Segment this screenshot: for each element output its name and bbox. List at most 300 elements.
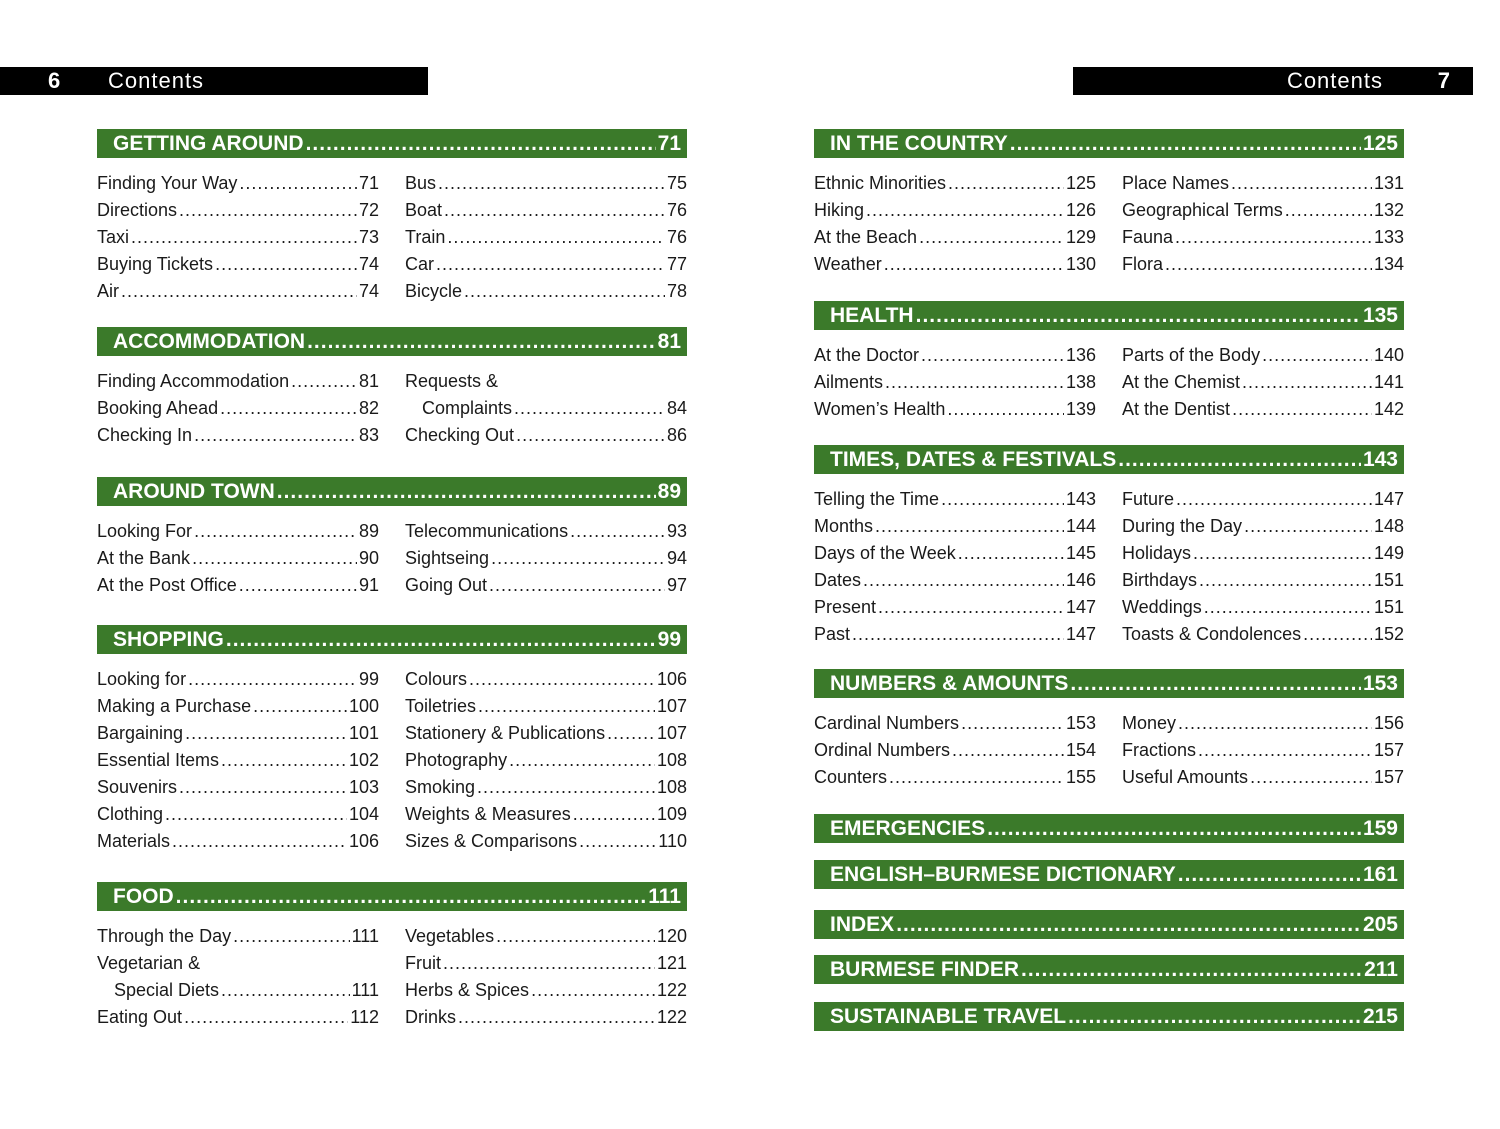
dot-leader bbox=[438, 173, 665, 194]
dot-leader bbox=[165, 804, 347, 825]
section-entries bbox=[97, 923, 687, 1031]
entry-label: Weddings bbox=[1122, 597, 1202, 617]
entry-page-number: 155 bbox=[1065, 767, 1096, 787]
section-title: HEALTH bbox=[830, 303, 914, 327]
entry-label: Ordinal Numbers bbox=[814, 740, 951, 760]
toc-entry[interactable] bbox=[1122, 170, 1404, 197]
entry-page-number: 91 bbox=[358, 575, 379, 595]
section-heading[interactable] bbox=[97, 129, 687, 158]
entry-page-number: 103 bbox=[348, 777, 379, 797]
entry-page-number: 102 bbox=[348, 750, 379, 770]
dot-leader bbox=[884, 254, 1064, 275]
dot-leader bbox=[889, 767, 1064, 788]
entry-label: Months bbox=[814, 516, 874, 536]
entry-page-number: 132 bbox=[1373, 200, 1404, 220]
entry-label: Fractions bbox=[1122, 740, 1197, 760]
section-title: SUSTAINABLE TRAVEL bbox=[830, 1004, 1067, 1028]
toc-entry[interactable] bbox=[1122, 737, 1404, 764]
entry-label: Through the Day bbox=[97, 926, 232, 946]
right-column bbox=[1122, 342, 1404, 423]
dot-leader bbox=[958, 543, 1064, 564]
entry-label: Taxi bbox=[97, 227, 130, 247]
toc-entry[interactable] bbox=[97, 545, 379, 572]
section-page-number: 159 bbox=[1362, 816, 1398, 840]
dot-leader bbox=[491, 548, 665, 569]
entry-page-number: 72 bbox=[358, 200, 379, 220]
entry-page-number: 133 bbox=[1373, 227, 1404, 247]
toc-entry[interactable] bbox=[814, 710, 1096, 737]
entry-page-number: 151 bbox=[1373, 570, 1404, 590]
toc-entry[interactable] bbox=[97, 774, 379, 801]
toc-entry[interactable] bbox=[97, 572, 379, 599]
entry-page-number: 108 bbox=[656, 777, 687, 797]
entry-label: Herbs & Spices bbox=[405, 980, 530, 1000]
dot-leader bbox=[1070, 672, 1361, 696]
entry-label: Hiking bbox=[814, 200, 865, 220]
dot-leader bbox=[875, 516, 1064, 537]
entry-page-number: 129 bbox=[1065, 227, 1096, 247]
dot-leader bbox=[866, 200, 1064, 221]
toc-entry[interactable] bbox=[1122, 197, 1404, 224]
entry-label: Dates bbox=[814, 570, 862, 590]
toc-entry[interactable] bbox=[97, 666, 379, 693]
entry-page-number: 108 bbox=[656, 750, 687, 770]
entry-page-number: 147 bbox=[1373, 489, 1404, 509]
section-page-number: 211 bbox=[1364, 957, 1398, 981]
entry-page-number: 121 bbox=[656, 953, 687, 973]
entry-label: Weights & Measures bbox=[405, 804, 571, 824]
toc-entry[interactable] bbox=[405, 666, 687, 693]
dot-leader bbox=[176, 885, 647, 909]
entry-page-number: 73 bbox=[358, 227, 379, 247]
toc-entry[interactable] bbox=[405, 828, 687, 855]
section-entries bbox=[97, 518, 687, 599]
dot-leader bbox=[226, 628, 656, 652]
entry-label: Stationery & Publications bbox=[405, 723, 606, 743]
entry-label: Past bbox=[814, 624, 851, 644]
dot-leader bbox=[1198, 740, 1372, 761]
toc-entry[interactable] bbox=[97, 518, 379, 545]
dot-leader bbox=[921, 345, 1064, 366]
toc-entry[interactable] bbox=[97, 1004, 379, 1031]
section-heading[interactable] bbox=[814, 301, 1404, 330]
entry-page-number: 122 bbox=[656, 1007, 687, 1027]
section-heading[interactable] bbox=[97, 625, 687, 654]
dot-leader bbox=[570, 521, 665, 542]
dot-leader bbox=[863, 570, 1064, 591]
toc-entry[interactable] bbox=[1122, 342, 1404, 369]
entry-label: Parts of the Body bbox=[1122, 345, 1261, 365]
entry-label: During the Day bbox=[1122, 516, 1243, 536]
section-food bbox=[97, 882, 687, 1031]
toc-entry[interactable] bbox=[405, 950, 687, 977]
toc-entry[interactable] bbox=[1122, 540, 1404, 567]
section-page-number: 99 bbox=[657, 627, 681, 651]
entry-page-number: 81 bbox=[358, 371, 379, 391]
toc-entry[interactable] bbox=[1122, 396, 1404, 423]
dot-leader bbox=[221, 980, 350, 1001]
dot-leader bbox=[1178, 713, 1372, 734]
section-page-number: 161 bbox=[1362, 862, 1398, 886]
entry-page-number: 107 bbox=[656, 696, 687, 716]
section-heading[interactable] bbox=[814, 669, 1404, 698]
entry-page-number: 104 bbox=[348, 804, 379, 824]
section-title: AROUND TOWN bbox=[113, 479, 275, 503]
dot-leader bbox=[852, 624, 1064, 645]
dot-leader bbox=[607, 723, 655, 744]
toc-entry[interactable] bbox=[405, 720, 687, 747]
entry-label: Materials bbox=[97, 831, 171, 851]
entry-page-number: 112 bbox=[350, 1007, 379, 1027]
entry-label: Eating Out bbox=[97, 1007, 183, 1027]
left-column bbox=[814, 710, 1096, 791]
toc-entry[interactable] bbox=[814, 369, 1096, 396]
entry-label: Train bbox=[405, 227, 446, 247]
dot-leader bbox=[194, 425, 357, 446]
dot-leader bbox=[194, 521, 357, 542]
toc-entry[interactable] bbox=[97, 828, 379, 855]
toc-entry[interactable] bbox=[405, 197, 687, 224]
entry-page-number: 131 bbox=[1373, 173, 1404, 193]
toc-entry[interactable] bbox=[405, 170, 687, 197]
entry-label: Geographical Terms bbox=[1122, 200, 1283, 220]
toc-entry[interactable] bbox=[405, 422, 687, 449]
entry-page-number: 83 bbox=[358, 425, 379, 445]
toc-entry[interactable] bbox=[97, 720, 379, 747]
entry-page-number: 90 bbox=[358, 548, 379, 568]
toc-entry[interactable] bbox=[405, 368, 687, 395]
section-title: INDEX bbox=[830, 912, 895, 936]
dot-leader bbox=[878, 597, 1064, 618]
dot-leader bbox=[239, 575, 357, 596]
entry-label: Car bbox=[405, 254, 435, 274]
toc-entry[interactable] bbox=[405, 923, 687, 950]
entry-label: Sizes & Comparisons bbox=[405, 831, 578, 851]
entry-page-number: 122 bbox=[656, 980, 687, 1000]
entry-page-number: 153 bbox=[1065, 713, 1096, 733]
entry-page-number: 151 bbox=[1373, 597, 1404, 617]
toc-entry[interactable] bbox=[814, 737, 1096, 764]
section-burmese-finder bbox=[814, 955, 1404, 984]
entry-page-number: 111 bbox=[351, 980, 379, 1000]
dot-leader bbox=[239, 173, 357, 194]
dot-leader bbox=[987, 817, 1361, 841]
right-column bbox=[1122, 170, 1404, 278]
toc-entry[interactable] bbox=[97, 170, 379, 197]
section-accommodation bbox=[97, 327, 687, 449]
entry-label: Future bbox=[1122, 489, 1175, 509]
entry-page-number: 86 bbox=[666, 425, 687, 445]
entry-label: Requests & bbox=[405, 371, 499, 391]
entry-label: Days of the Week bbox=[814, 543, 956, 563]
dot-leader bbox=[291, 371, 357, 392]
dot-leader bbox=[948, 173, 1064, 194]
dot-leader bbox=[514, 398, 665, 419]
right-column bbox=[1122, 486, 1404, 648]
toc-entry[interactable] bbox=[405, 395, 687, 422]
toc-entry[interactable] bbox=[97, 224, 379, 251]
dot-leader bbox=[277, 480, 656, 504]
right-column bbox=[405, 170, 687, 305]
left-column bbox=[814, 486, 1096, 648]
entry-label: Birthdays bbox=[1122, 570, 1198, 590]
entry-label: Smoking bbox=[405, 777, 476, 797]
entry-label: Vegetarian & bbox=[97, 953, 201, 973]
toc-entry[interactable] bbox=[97, 251, 379, 278]
section-entries bbox=[814, 710, 1404, 791]
entry-label: Boat bbox=[405, 200, 443, 220]
entry-label: Weather bbox=[814, 254, 882, 274]
entry-label: Complaints bbox=[422, 398, 513, 418]
dot-leader bbox=[121, 281, 357, 302]
entry-label: Booking Ahead bbox=[97, 398, 219, 418]
section-entries bbox=[814, 170, 1404, 278]
section-health bbox=[814, 301, 1404, 423]
entry-label: Holidays bbox=[1122, 543, 1192, 563]
entry-page-number: 134 bbox=[1373, 254, 1404, 274]
section-heading[interactable] bbox=[97, 477, 687, 506]
left-column bbox=[97, 170, 379, 305]
dot-leader bbox=[1165, 254, 1372, 275]
toc-entry[interactable] bbox=[405, 224, 687, 251]
entry-label: At the Beach bbox=[814, 227, 918, 247]
toc-entry[interactable] bbox=[405, 747, 687, 774]
dot-leader bbox=[192, 548, 357, 569]
entry-page-number: 99 bbox=[358, 669, 379, 689]
toc-entry[interactable] bbox=[814, 197, 1096, 224]
toc-entry[interactable] bbox=[1122, 369, 1404, 396]
toc-entry[interactable] bbox=[814, 486, 1096, 513]
section-title: EMERGENCIES bbox=[830, 816, 986, 840]
toc-entry[interactable] bbox=[97, 197, 379, 224]
dot-leader bbox=[436, 254, 665, 275]
entry-label: Useful Amounts bbox=[1122, 767, 1249, 787]
entry-page-number: 74 bbox=[358, 281, 379, 301]
toc-entry[interactable] bbox=[97, 278, 379, 305]
toc-entry[interactable] bbox=[814, 594, 1096, 621]
entry-page-number: 97 bbox=[666, 575, 687, 595]
dot-leader bbox=[1285, 200, 1372, 221]
dot-leader bbox=[1199, 570, 1372, 591]
dot-leader bbox=[919, 227, 1064, 248]
toc-entry[interactable] bbox=[97, 950, 379, 977]
toc-entry[interactable] bbox=[405, 801, 687, 828]
toc-entry[interactable] bbox=[405, 977, 687, 1004]
toc-entry[interactable] bbox=[405, 518, 687, 545]
section-page-number: 125 bbox=[1362, 131, 1398, 155]
toc-entry[interactable] bbox=[1122, 621, 1404, 648]
toc-entry[interactable] bbox=[814, 224, 1096, 251]
entry-page-number: 110 bbox=[658, 831, 687, 851]
section-entries bbox=[814, 342, 1404, 423]
toc-entry[interactable] bbox=[405, 693, 687, 720]
toc-entry[interactable] bbox=[1122, 224, 1404, 251]
dot-leader bbox=[489, 575, 665, 596]
dot-leader bbox=[444, 200, 665, 221]
toc-entry[interactable] bbox=[814, 764, 1096, 791]
dot-leader bbox=[531, 980, 655, 1001]
entry-label: Checking In bbox=[97, 425, 193, 445]
dot-leader bbox=[1176, 489, 1372, 510]
section-shopping bbox=[97, 625, 687, 855]
entry-label: Colours bbox=[405, 669, 468, 689]
entry-label: Finding Your Way bbox=[97, 173, 238, 193]
toc-entry[interactable] bbox=[97, 693, 379, 720]
entry-label: Going Out bbox=[405, 575, 488, 595]
entry-page-number: 100 bbox=[348, 696, 379, 716]
entry-page-number: 82 bbox=[358, 398, 379, 418]
section-title: ENGLISH–BURMESE DICTIONARY bbox=[830, 862, 1176, 886]
left-column bbox=[814, 170, 1096, 278]
toc-entry[interactable] bbox=[97, 747, 379, 774]
entry-label: Cardinal Numbers bbox=[814, 713, 960, 733]
dot-leader bbox=[179, 777, 347, 798]
entry-label: At the Chemist bbox=[1122, 372, 1241, 392]
section-title: SHOPPING bbox=[113, 627, 224, 651]
entry-page-number: 157 bbox=[1373, 740, 1404, 760]
section-heading[interactable] bbox=[814, 910, 1404, 939]
left-column bbox=[97, 666, 379, 855]
entry-label: Directions bbox=[97, 200, 178, 220]
section-entries bbox=[97, 170, 687, 305]
entry-label: Buying Tickets bbox=[97, 254, 214, 274]
entry-label: Sightseing bbox=[405, 548, 490, 568]
entry-label: Souvenirs bbox=[97, 777, 178, 797]
dot-leader bbox=[1175, 227, 1372, 248]
dot-leader bbox=[253, 696, 347, 717]
dot-leader bbox=[233, 926, 350, 947]
entry-page-number: 126 bbox=[1065, 200, 1096, 220]
toc-entry[interactable] bbox=[1122, 710, 1404, 737]
toc-entry[interactable] bbox=[405, 545, 687, 572]
toc-entry[interactable] bbox=[97, 923, 379, 950]
entry-page-number: 75 bbox=[666, 173, 687, 193]
toc-entry[interactable] bbox=[1122, 486, 1404, 513]
dot-leader bbox=[184, 1007, 348, 1028]
left-column bbox=[97, 368, 379, 449]
section-getting-around bbox=[97, 129, 687, 305]
toc-entry[interactable] bbox=[1122, 567, 1404, 594]
section-page-number: 81 bbox=[657, 329, 681, 353]
section-heading[interactable] bbox=[814, 814, 1404, 843]
toc-entry[interactable] bbox=[405, 278, 687, 305]
toc-entry[interactable] bbox=[97, 801, 379, 828]
dot-leader bbox=[185, 723, 347, 744]
dot-leader bbox=[896, 913, 1361, 937]
section-page-number: 111 bbox=[648, 884, 681, 908]
entry-label: Drinks bbox=[405, 1007, 457, 1027]
right-page-header bbox=[1073, 67, 1473, 95]
toc-entry[interactable] bbox=[405, 774, 687, 801]
toc-entry[interactable] bbox=[97, 977, 379, 1004]
entry-page-number: 142 bbox=[1373, 399, 1404, 419]
dot-leader bbox=[179, 200, 357, 221]
entry-page-number: 107 bbox=[656, 723, 687, 743]
toc-entry[interactable] bbox=[1122, 594, 1404, 621]
toc-entry[interactable] bbox=[814, 342, 1096, 369]
dot-leader bbox=[131, 227, 357, 248]
section-heading[interactable] bbox=[814, 445, 1404, 474]
dot-leader bbox=[509, 750, 655, 771]
dot-leader bbox=[1262, 345, 1372, 366]
toc-entry[interactable] bbox=[814, 540, 1096, 567]
section-title: NUMBERS & AMOUNTS bbox=[830, 671, 1069, 695]
toc-entry[interactable] bbox=[405, 1004, 687, 1031]
toc-entry[interactable] bbox=[814, 396, 1096, 423]
entry-page-number: 76 bbox=[666, 227, 687, 247]
section-heading[interactable] bbox=[814, 1002, 1404, 1031]
toc-entry[interactable] bbox=[814, 621, 1096, 648]
entry-page-number: 140 bbox=[1373, 345, 1404, 365]
entry-page-number: 125 bbox=[1065, 173, 1096, 193]
entry-label: Fruit bbox=[405, 953, 441, 973]
toc-entry[interactable] bbox=[1122, 251, 1404, 278]
entry-label: Air bbox=[97, 281, 119, 301]
dot-leader bbox=[1242, 372, 1372, 393]
toc-entry[interactable] bbox=[814, 513, 1096, 540]
toc-entry[interactable] bbox=[97, 422, 379, 449]
section-page-number: 135 bbox=[1362, 303, 1398, 327]
toc-entry[interactable] bbox=[814, 251, 1096, 278]
toc-entry[interactable] bbox=[1122, 513, 1404, 540]
dot-leader bbox=[221, 750, 347, 771]
toc-entry[interactable] bbox=[1122, 764, 1404, 791]
entry-label: At the Doctor bbox=[814, 345, 920, 365]
toc-entry[interactable] bbox=[814, 170, 1096, 197]
section-title: FOOD bbox=[113, 884, 174, 908]
right-column bbox=[405, 368, 687, 449]
toc-entry[interactable] bbox=[405, 251, 687, 278]
toc-entry[interactable] bbox=[97, 395, 379, 422]
page-number: 7 bbox=[1437, 68, 1451, 93]
toc-entry[interactable] bbox=[405, 572, 687, 599]
entry-label: Telecommunications bbox=[405, 521, 569, 541]
section-heading[interactable] bbox=[814, 955, 1404, 984]
section-times-dates-festivals bbox=[814, 445, 1404, 648]
left-column bbox=[97, 923, 379, 1031]
entry-label: Flora bbox=[1122, 254, 1164, 274]
dot-leader bbox=[215, 254, 357, 275]
dot-leader bbox=[458, 1007, 655, 1028]
dot-leader bbox=[579, 831, 656, 852]
entry-label: Place Names bbox=[1122, 173, 1230, 193]
entry-page-number: 130 bbox=[1065, 254, 1096, 274]
left-column bbox=[97, 518, 379, 599]
entry-label: Fauna bbox=[1122, 227, 1174, 247]
toc-entry[interactable] bbox=[814, 567, 1096, 594]
dot-leader bbox=[941, 489, 1064, 510]
section-heading[interactable] bbox=[814, 129, 1404, 158]
page-title: Contents bbox=[108, 68, 205, 93]
dot-leader bbox=[1250, 767, 1372, 788]
left-column bbox=[814, 342, 1096, 423]
section-heading[interactable] bbox=[97, 882, 687, 911]
section-heading[interactable] bbox=[97, 327, 687, 356]
entry-label: Essential Items bbox=[97, 750, 220, 770]
section-title: GETTING AROUND bbox=[113, 131, 304, 155]
entry-label: Toasts & Condolences bbox=[1122, 624, 1302, 644]
entry-label: Making a Purchase bbox=[97, 696, 252, 716]
dot-leader bbox=[1118, 448, 1361, 472]
section-heading[interactable] bbox=[814, 860, 1404, 889]
dot-leader bbox=[469, 669, 655, 690]
entry-page-number: 106 bbox=[656, 669, 687, 689]
dot-leader bbox=[916, 304, 1361, 328]
entry-page-number: 101 bbox=[348, 723, 379, 743]
section-page-number: 71 bbox=[657, 131, 681, 155]
toc-entry[interactable] bbox=[97, 368, 379, 395]
dot-leader bbox=[1010, 132, 1361, 156]
